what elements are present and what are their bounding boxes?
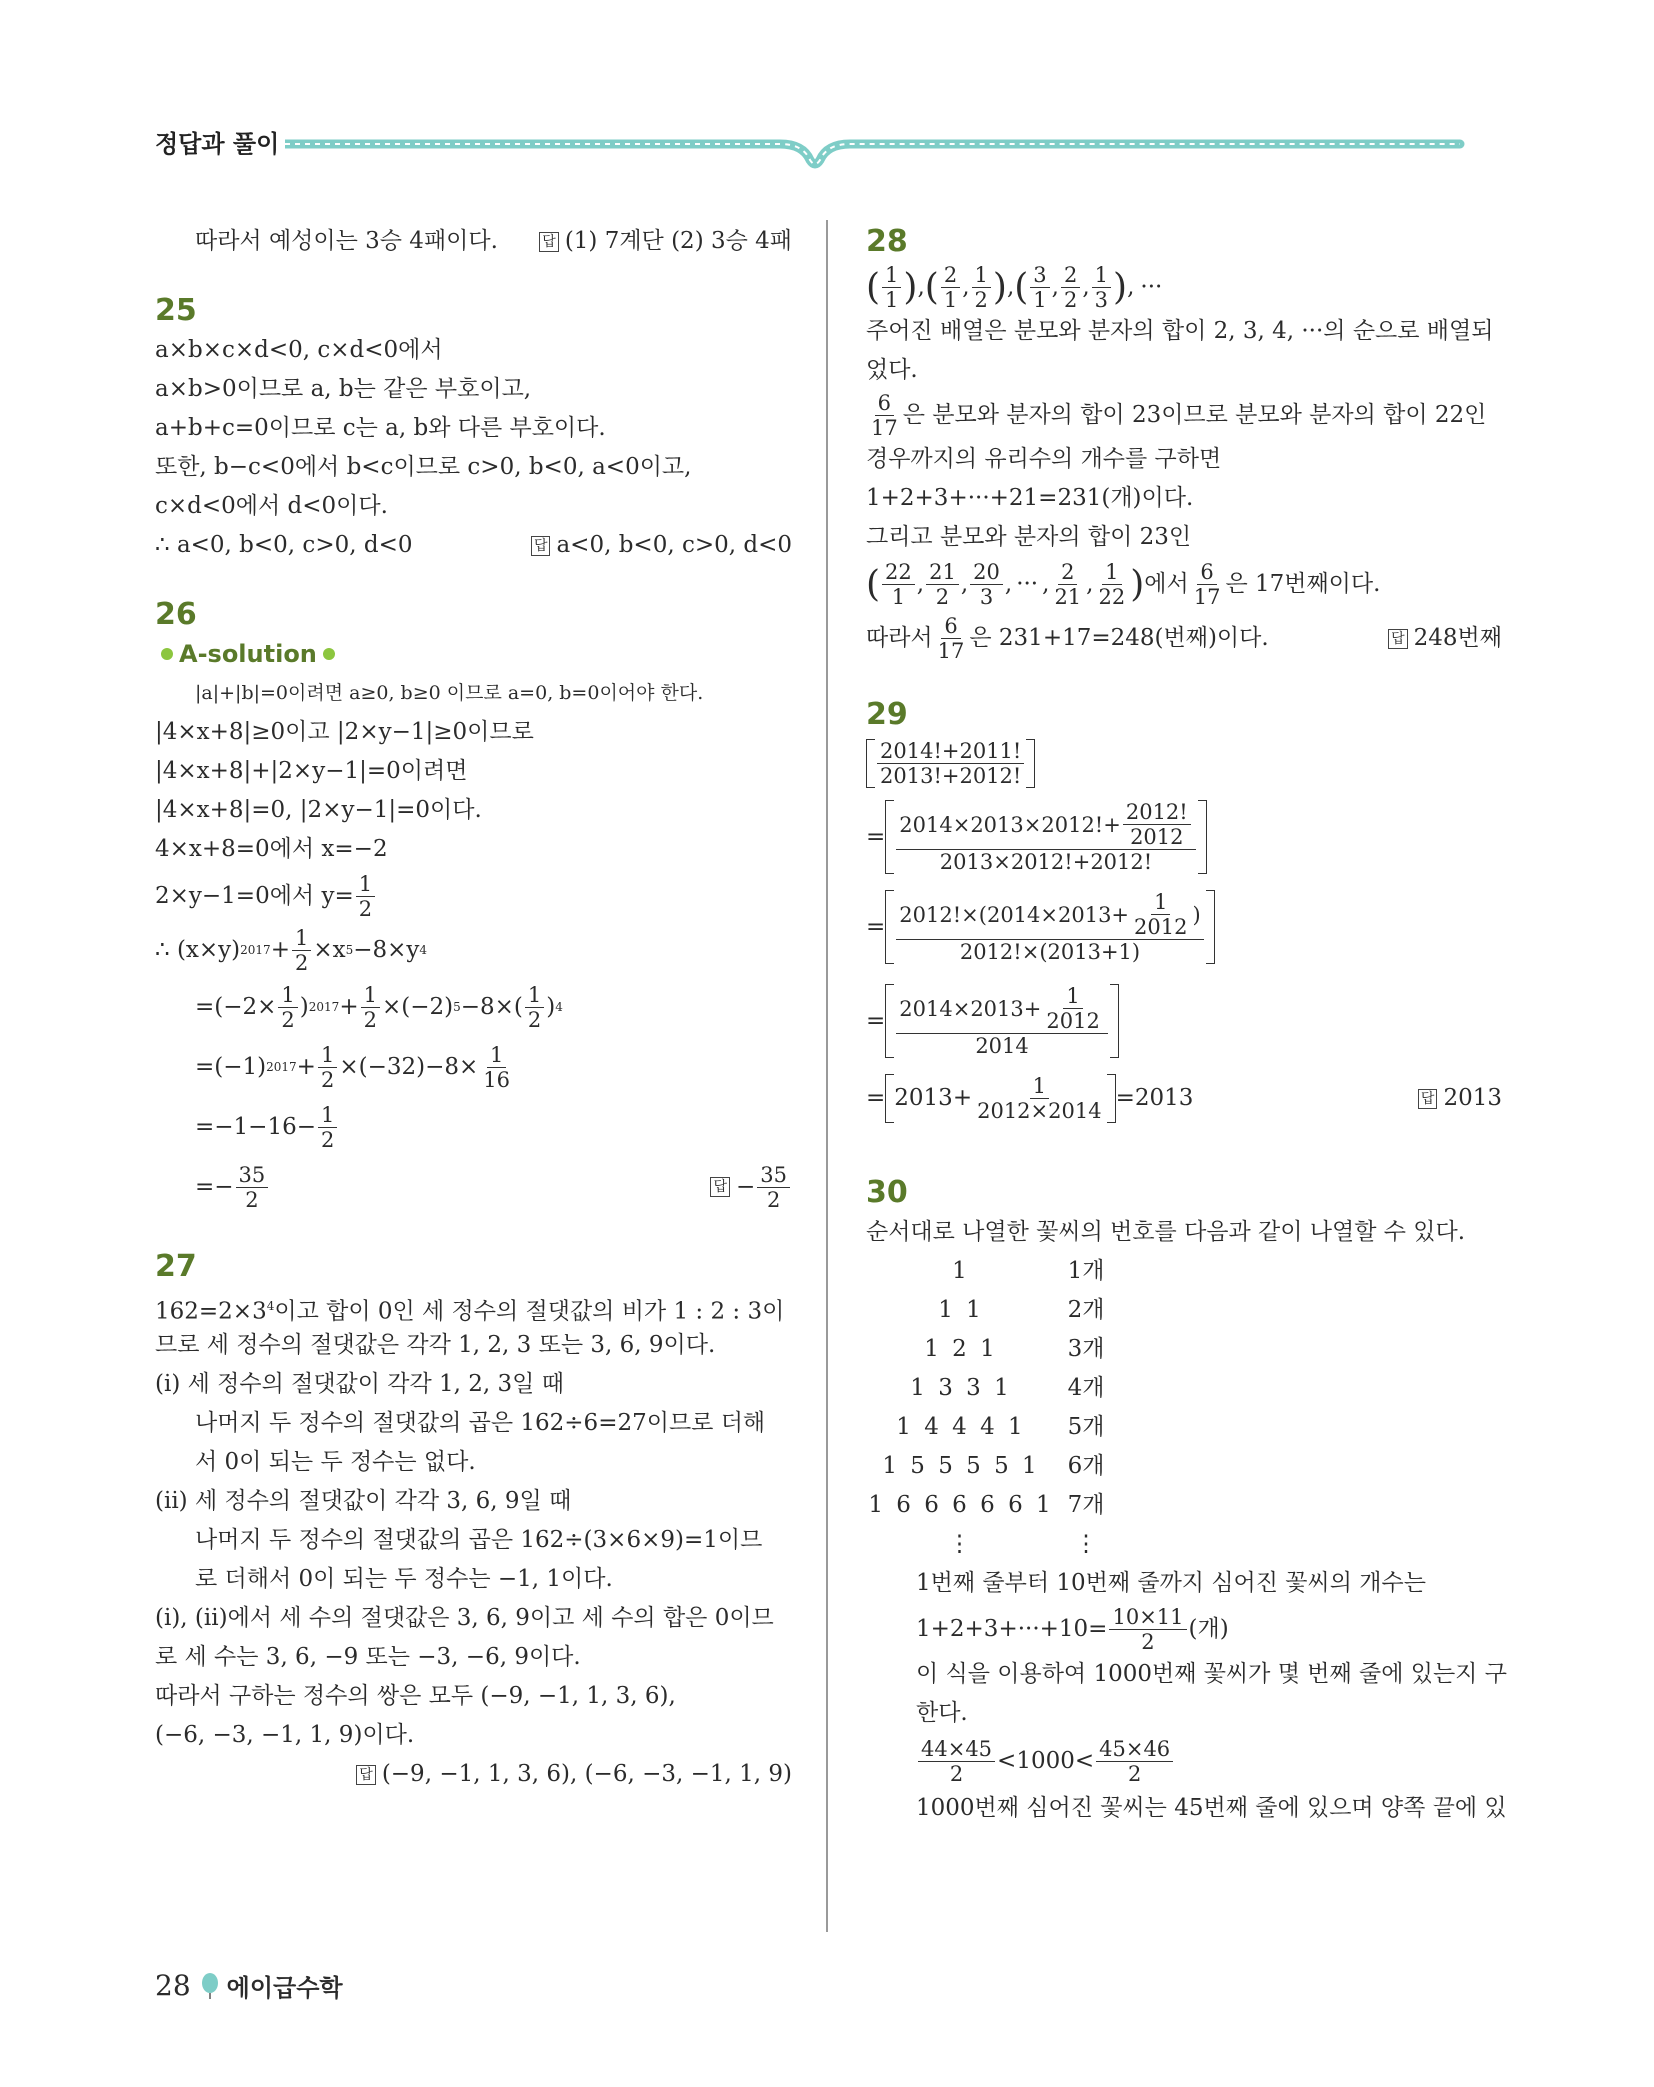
p25-conclusion: ∴ a<0, b<0, c>0, d<0 답 a<0, b<0, c>0, d<0 xyxy=(155,532,792,558)
seed-row: 1 5 5 5 5 1 6개 xyxy=(882,1453,1105,1479)
a-solution-hint: |a|+|b|=0이려면 a≥0, b≥0 이므로 a=0, b=0이어야 한다. xyxy=(195,682,704,704)
seed-row: 1 3 3 1 4개 xyxy=(910,1375,1105,1401)
left-column: 따라서 예성이는 3승 4패이다. 답 (1) 7계단 (2) 3승 4패 25 a×b×c×d<0, c×d<0에서 a×b>0이므로 a, b는 같은 부호이고, a+b+c=0이므로 c는 a, b와 다른 부호이다. 또한, b−c<0에서 b<c이므로 c>0, b<0, a<0이고, c×d<0에서 d<0이다. ∴ a<0, b<0, c>0, d<0 답 a<0, b<0, c>0, d<0 26 A-solution |a|+|b|=0이려면 a≥0, b≥0 이므로 a=0, b=0이어야 한다. |4×x+8|≥0이고 |2×y−1|≥0이므로 |4×x+8|+|2×y−1|=0이려면 |4×x+8|=0, |2×y−1|=0이다. 4×x+8=0에서 x=−2 2×y−1=0에서 y= $\frac{1}{2}$ ∴ (x×y) 2017 + $\frac{1}{2}$ ×x 5 −8×y 4 =(−2× $\frac{1}{2}$ ) 2017 + $\frac{1}{2}$ ×(−2) 5 −8×( $\frac{1}{2}$ ) 4 =(−1) 2017 + $\frac{1}{2}$ ×(−32)−8× $\frac{1}{16}$ =−1−16− $\frac{1}{2}$ =− $\frac{35}{2}$ 답 − $\frac{35}{2}$ 27 $162=2\times 3^4$이고 합이 0인 세 정수의 절댓값의 비가 1 : 2 : 3이 므로 세 정수의 절댓값은 각각 1, 2, 3 또는 3, 6, 9이다. (i) 세 정수의 절댓값이 각각 1, 2, 3일 때 나머지 두 정수의 절댓값의 곱은 162÷6=27이므로 더해 서 0이 되는 두 정수는 없다. (ii) 세 정수의 절댓값이 각각 3, 6, 9일 때 나머지 두 정수의 절댓값의 곱은 162÷(3×6×9)=1이므 로 더해서 0이 되는 두 정수는 −1, 1이다. (i), (ii)에서 세 수의 절댓값은 3, 6, 9이고 세 수의 합은 0이므 로 세 수는 3, 6, −9 또는 −3, −6, 9이다. 따라서 구하는 정수의 쌍은 모두 (−9, −1, 1, 3, 6), (−6, −3, −1, 1, 9)이다. 답 (−9, −1, 1, 3, 6), (−6, −3, −1, 1, 9) xyxy=(155,222,792,1794)
header-title: 정답과 풀이 xyxy=(155,130,280,158)
seed-row: 1 2 1 3개 xyxy=(924,1336,1105,1362)
p27-answer: 답 (−9, −1, 1, 3, 6), (−6, −3, −1, 1, 9) xyxy=(155,1755,792,1794)
p26-expr-4: =−1−16− $\frac{1}{2}$ xyxy=(155,1097,792,1157)
p28-sequence: ( $\frac{1}{1}$ ) , ( $\frac{2}{1}$ , $\frac{1}{2}$ ) , ( $\frac{3}{1}$ , $\frac{2}{2}$ , $\frac{1}{3}$ ) , ··· xyxy=(866,262,1163,312)
problem-28-number: 28 xyxy=(866,224,908,259)
p26-y-line: 2×y−1=0에서 y= $\frac{1}{2}$ xyxy=(155,869,792,923)
right-column: 28 ( $\frac{1}{1}$ ) , ( $\frac{2}{1}$ , $\frac{1}{2}$ ) , ( $\frac{3}{1}$ , $\frac{2}{2}$ , $\frac{1}{3}$ ) , ··· 주어진 배열은 분모와 분자의 합이 2, 3, 4, ···의 순으로 배열되 었다. $\frac{6}{17}$ 은 분모와 분자의 합이 23이므로 분모와 분자의 합이 22인 경우까지의 유리수의 개수를 구하면 1+2+3+···+21=231(개)이다. 그리고 분모와 분자의 합이 23인 ( $\frac{22}{1}$ , $\frac{21}{2}$ , $\frac{20}{3}$ , ··· , $\frac{2}{21}$ , $\frac{1}{22}$ ) 에서 $\frac{6}{17}$ 은 17번째이다. 따라서 $\frac{6}{17}$ 은 231+17=248(번째)이다. 답 248번째 29 $\frac{2014!+2011!}{2013!+2012!}$ = 2014×2013×2012!+ $\frac{2012!}{2012}$ 2013×2012!+2012! = 2012!×(2014×2013+ $\frac{1}{2012}$ ) 2012!×(2013+1) = 2014×2013+ $\frac{1}{2012}$ 2014 = 2013+ $\frac{1}{2012\times 2014}$ =2013 답 2013 30 순서대로 나열한 꽃씨의 번호를 다음과 같이 나열할 수 있다. 1 1개 1 1 2개 1 2 1 3개 1 3 3 1 4개 1 4 4 4 1 5개 1 5 5 5 5 1 6개 1 6 6 6 6 6 1 7개 ⋮ ⋮ 1번째 줄부터 10번째 줄까지 심어진 꽃씨의 개수는 1+2+3+···+10= $\frac{10\times 11}{2}$ (개) 이 식을 이용하여 1000번째 꽃씨가 몇 번째 줄에 있는지 구 한다. $\frac{44\times 45}{2}$ <1000< $\frac{45\times 46}{2}$ 1000번째 심어진 꽃씨는 45번째 줄에 있으며 양쪽 끝에 있 xyxy=(866,224,1507,1821)
answer-mark: 답 xyxy=(1418,1089,1438,1109)
answer-mark: 답 xyxy=(1388,629,1408,649)
footer xyxy=(155,1968,343,2003)
p26-expr-3: =(−1) 2017 + $\frac{1}{2}$ ×(−32)−8× $\frac{1}{16}$ xyxy=(195,1042,510,1092)
column-divider xyxy=(826,220,828,1932)
problem-25-number: 25 xyxy=(155,293,197,328)
problem-29-number: 29 xyxy=(866,697,908,732)
a-solution-label: A-solution xyxy=(155,635,792,674)
answer-mark: 답 xyxy=(531,536,551,556)
balloon-icon xyxy=(199,1972,221,2000)
problem-27-number: 27 xyxy=(155,1249,197,1284)
header-ribbon xyxy=(285,130,1465,180)
problem-30-number: 30 xyxy=(866,1175,908,1210)
seed-row: 1 6 6 6 6 6 1 7개 xyxy=(868,1492,1105,1518)
problem-26-number: 26 xyxy=(155,597,197,632)
seed-row: ⋮ ⋮ xyxy=(948,1531,1098,1557)
answer-mark: 답 xyxy=(539,232,559,252)
p26-expr-5: =− $\frac{35}{2}$ 답 − $\frac{35}{2}$ xyxy=(155,1157,792,1217)
p26-expr-2: =(−2× $\frac{1}{2}$ ) 2017 + $\frac{1}{2}$ ×(−2) 5 −8×( $\frac{1}{2}$ ) 4 xyxy=(195,982,563,1032)
intro-line: 따라서 예성이는 3승 4패이다. 답 (1) 7계단 (2) 3승 4패 xyxy=(195,228,792,254)
page-number: 28 xyxy=(155,1969,191,2002)
seed-row: 1 4 4 4 1 5개 xyxy=(896,1414,1105,1440)
p26-expr-1: ∴ (x×y) 2017 + $\frac{1}{2}$ ×x 5 −8×y 4 xyxy=(155,925,428,975)
answer-mark: 답 xyxy=(710,1177,730,1197)
seed-row: 1 1 2개 xyxy=(938,1297,1105,1323)
answer-mark: 답 xyxy=(356,1765,376,1785)
brand-name: 에이급수학 xyxy=(226,1974,343,2002)
seed-row: 1 1개 xyxy=(952,1258,1105,1284)
